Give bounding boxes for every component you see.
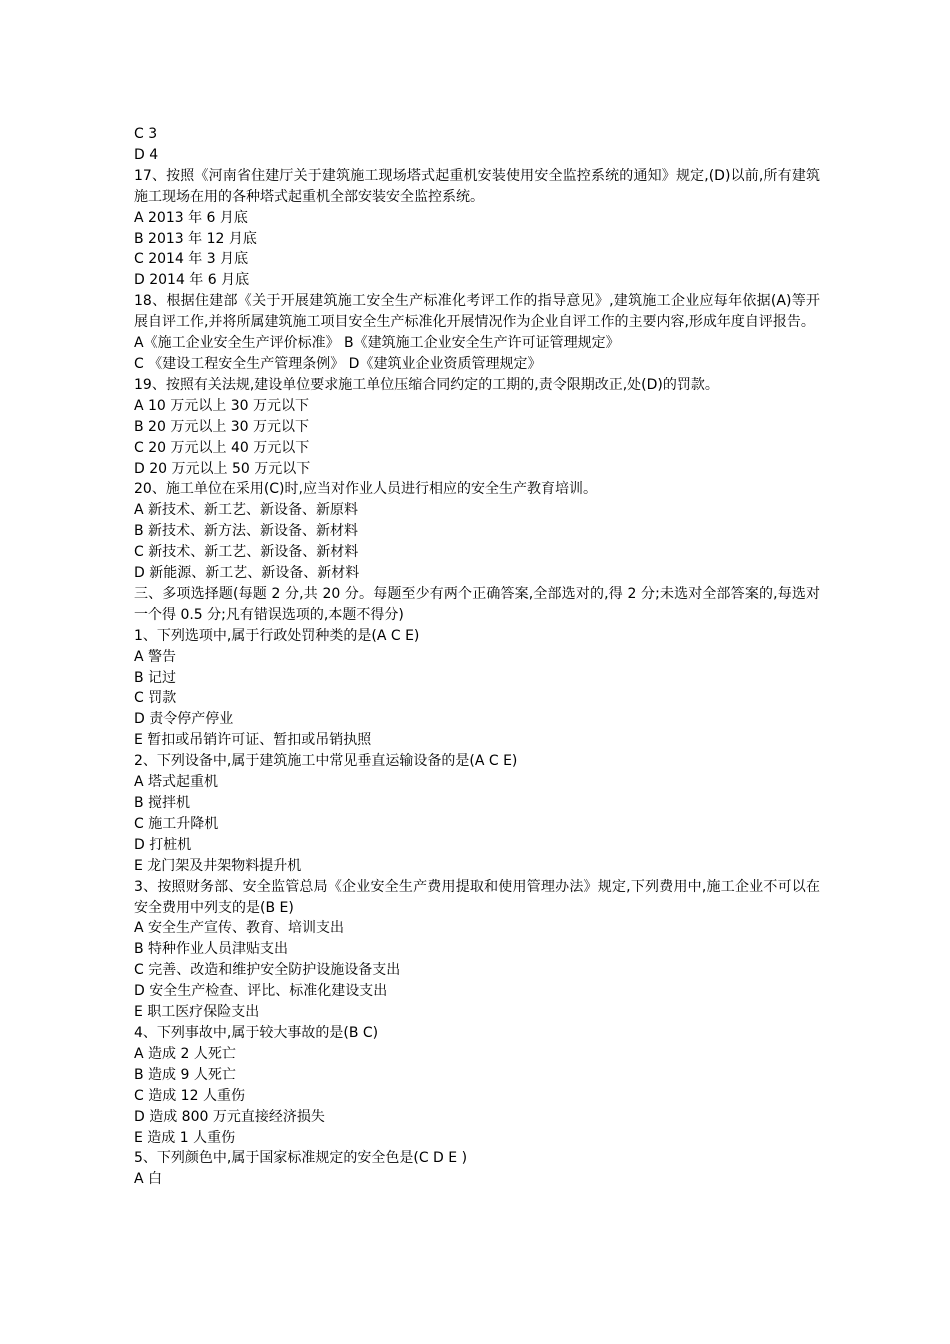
option-d: D 4 xyxy=(134,146,159,163)
option-b: B 20 万元以上 30 万元以下 xyxy=(134,418,310,435)
option-b: B 搅拌机 xyxy=(134,795,191,811)
option-d: D 2014 年 6 月底 xyxy=(134,272,250,289)
question-17: 17、按照《河南省住建厅关于建筑施工现场塔式起重机安装使用安全监控系统的通知》规定,(D)以前,所有建筑施工现场在用的各种塔式起重机全部安装安全监控系统。 xyxy=(134,167,820,205)
question-19: 19、按照有关法规,建设单位要求施工单位压缩合同约定的工期的,责令限期改正,处(D)的罚款。 xyxy=(134,376,719,393)
option-d: D 安全生产检查、评比、标准化建设支出 xyxy=(134,983,388,1000)
option-b: B 2013 年 12 月底 xyxy=(134,230,257,247)
option-e: E 龙门架及井架物料提升机 xyxy=(134,857,302,874)
option-b: B 特种作业人员津贴支出 xyxy=(134,941,289,958)
section-heading-multiple-choice: 三、多项选择题(每题 2 分,共 20 分。每题至少有两个正确答案,全部选对的,得 2 分;未选对全部答案的,每选对一个得 0.5 分;凡有错误选项的,本题不得分) xyxy=(134,585,820,623)
option-c: C 新技术、新工艺、新设备、新材料 xyxy=(134,544,359,561)
option-b: B 记过 xyxy=(134,669,177,686)
option-d: D 责令停产停业 xyxy=(134,711,234,728)
option-c: C 造成 12 人重伤 xyxy=(134,1087,245,1104)
option-a: A 白 xyxy=(134,1171,163,1188)
option-a: A 新技术、新工艺、新设备、新原料 xyxy=(134,502,359,519)
option-d: D 打桩机 xyxy=(134,836,192,853)
option-c-d: C 《建设工程安全生产管理条例》 D《建筑业企业资质管理规定》 xyxy=(134,355,542,372)
document-page xyxy=(134,124,820,1190)
question-mc-4: 4、下列事故中,属于较大事故的是(B C) xyxy=(134,1024,379,1041)
option-e: E 职工医疗保险支出 xyxy=(134,1004,260,1021)
option-d: D 20 万元以上 50 万元以下 xyxy=(134,460,311,477)
question-mc-2: 2、下列设备中,属于建筑施工中常见垂直运输设备的是(A C E) xyxy=(134,753,518,770)
question-20: 20、施工单位在采用(C)时,应当对作业人员进行相应的安全生产教育培训。 xyxy=(134,481,597,498)
option-c: C 3 xyxy=(134,126,158,142)
option-a: A 警告 xyxy=(134,648,177,665)
option-e: E 暂扣或吊销许可证、暂扣或吊销执照 xyxy=(134,732,372,749)
option-d: D 造成 800 万元直接经济损失 xyxy=(134,1108,325,1125)
option-c: C 施工升降机 xyxy=(134,815,219,832)
option-c: C 20 万元以上 40 万元以下 xyxy=(134,439,310,456)
question-mc-3: 3、按照财务部、安全监管总局《企业安全生产费用提取和使用管理办法》规定,下列费用中,施工企业不可以在安全费用中列支的是(B E) xyxy=(134,878,820,916)
option-c: C 2014 年 3 月底 xyxy=(134,251,249,268)
option-e: E 造成 1 人重伤 xyxy=(134,1129,236,1146)
option-b: B 新技术、新方法、新设备、新材料 xyxy=(134,523,359,540)
option-a-b: A《施工企业安全生产评价标准》 B《建筑施工企业安全生产许可证管理规定》 xyxy=(134,335,620,352)
option-a: A 安全生产宣传、教育、培训支出 xyxy=(134,920,345,937)
option-c: C 完善、改造和维护安全防护设施设备支出 xyxy=(134,962,401,979)
question-mc-5: 5、下列颜色中,属于国家标准规定的安全色是(C D E ) xyxy=(134,1150,468,1167)
option-a: A 造成 2 人死亡 xyxy=(134,1045,236,1062)
question-18: 18、根据住建部《关于开展建筑施工安全生产标准化考评工作的指导意见》,建筑施工企业应每年依据(A)等开展自评工作,并将所属建筑施工项目安全生产标准化开展情况作为企业自评工作的主要内容,形成年度自评报告。 xyxy=(134,293,820,331)
option-a: A 2013 年 6 月底 xyxy=(134,209,248,226)
question-mc-1: 1、下列选项中,属于行政处罚种类的是(A C E) xyxy=(134,627,420,644)
option-d: D 新能源、新工艺、新设备、新材料 xyxy=(134,565,360,582)
option-c: C 罚款 xyxy=(134,690,177,707)
option-b: B 造成 9 人死亡 xyxy=(134,1066,236,1083)
option-a: A 10 万元以上 30 万元以下 xyxy=(134,397,310,414)
option-a: A 塔式起重机 xyxy=(134,774,219,791)
